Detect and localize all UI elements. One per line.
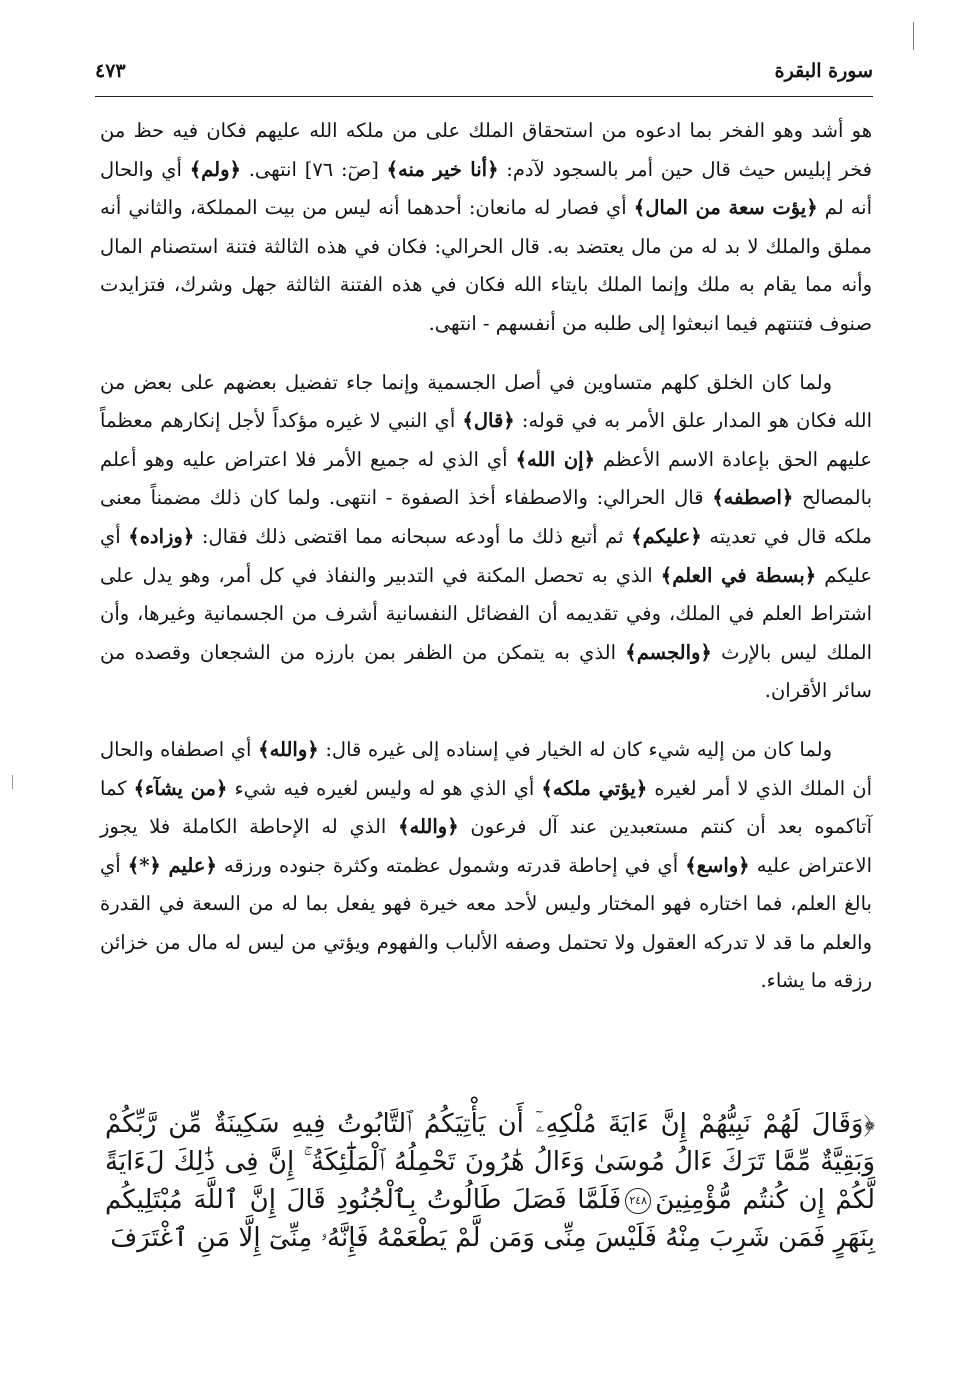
paragraph-1: هو أشد وهو الفخر بما ادعوه من استحقاق الملك على من ملكه الله عليهم فكان فيه حظ من فخر إبليس حيث قال حين أمر بالسجود لآدم: ﴿أنا خير منه﴾ [صٓ: ٧٦] انتهى. ﴿ولم﴾ أي والحال أنه لم ﴿يؤت سعة من المال﴾ أي فصار له مانعان: أحدهما أنه ليس من بيت المملكة، والثاني أنه مملق والملك لا بد له من مال يعتضد به. قال الحرالي: فكان في هذه الثالثة فتنة استصنام المال وأنه مما يقام به ملك وإنما الملك بايتاء الله فكان في هذه الفتنة الثالثة جهل وشرك، فتزايدت صنوف فتنتهم فيما انبعثوا إلى طلبه من أنفسهم - انتهى. bbox=[100, 119, 872, 335]
page-number: ٤٧٣ bbox=[95, 60, 126, 82]
commentary-body bbox=[100, 112, 872, 1001]
page-edge-mark bbox=[913, 22, 914, 50]
ayah-number-marker: ٢٤٨ bbox=[625, 1188, 651, 1214]
margin-mark bbox=[12, 775, 13, 789]
page-header bbox=[95, 58, 873, 92]
surah-title: سورة البقرة bbox=[774, 60, 873, 82]
header-divider bbox=[95, 96, 873, 97]
paragraph-3: ولما كان من إليه شيء كان له الخيار في إسناده إلى غيره قال: ﴿والله﴾ أي اصطفاه والحال أن الملك الذي لا أمر لغيره ﴿يؤتي ملكه﴾ أي الذي هو له وليس لغيره فيه شيء ﴿من يشآء﴾ كما آتاكموه بعد أن كنتم مستعبدين عند آل فرعون ﴿والله﴾ الذي له الإحاطة الكاملة فلا يجوز الاعتراض عليه ﴿واسع﴾ أي في إحاطة قدرته وشمول عظمته وكثرة جنوده ورزقه ﴿عليم ﴿*﴾ أي بالغ العلم، فما اختاره فهو المختار وليس لأحد معه خيرة فهو يفعل بما له من السعة في القدرة والعلم ما قد لا تدركه العقول ولا تحتمل وصفه الألباب والفهوم ويؤتي من ليس له مال من خزائن رزقه ما يشاء. bbox=[100, 737, 873, 993]
paragraph-2: ولما كان الخلق كلهم متساوين في أصل الجسمية وإنما جاء تفضيل بعضهم على بعض من الله فكان هو المدار علق الأمر به في قوله: ﴿قال﴾ أي النبي لا غيره مؤكداً لأجل إنكارهم معظماً عليهم الحق بإعادة الاسم الأعظم ﴿إن الله﴾ أي الذي له جميع الأمر فلا اعتراض عليه وهو أعلم بالمصالح ﴿اصطفه﴾ قال الحرالي: والاصطفاء أخذ الصفوة - انتهى. ولما كان ذلك مضمناً معنى ملكه قال في تعديته ﴿عليكم﴾ ثم أتبع ذلك ما أودعه سبحانه مما اقتضى ذلك فقال: ﴿وزاده﴾ أي عليكم ﴿بسطة في العلم﴾ الذي به تحصل المكنة في التدبير والنفاذ في كل أمر، وهو يدل على اشتراط العلم في الملك، وفي تقديمه أن الفضائل النفسانية أشرف من الجسمانية وغيرها، وأن الملك ليس بالإرث ﴿والجسم﴾ الذي به يتمكن من الظفر بمن بارزه من الشجعان وقصده من سائر الأقران. bbox=[100, 370, 873, 703]
quran-verse-block: ﴿وَقَالَ لَهُمْ نَبِيُّهُمْ إِنَّ ءَايَةَ مُلْكِهِۦٓ أَن يَأْتِيَكُمُ ٱلتَّابُوتُ فِيهِ سَكِينَةٌ مِّن رَّبِّكُمْ وَبَقِيَّةٌ مِّمَّا تَرَكَ ءَالُ مُوسَىٰ وَءَالُ هَٰرُونَ تَحْمِلُهُ ٱلْمَلَٰٓئِكَةُ ۚ إِنَّ فِى ذَٰلِكَ لَءَايَةً لَّكُمْ إِن كُنتُم مُّؤْمِنِينَ٢٤٨فَلَمَّا فَصَلَ طَالُوتُ بِٱلْجُنُودِ قَالَ إِنَّ ٱللَّهَ مُبْتَلِيكُم بِنَهَرٍ فَمَن شَرِبَ مِنْهُ فَلَيْسَ مِنِّى وَمَن لَّمْ يَطْعَمْهُ فَإِنَّهُۥ مِنِّىٓ إِلَّا مَنِ ٱغْتَرَفَ bbox=[105, 1109, 875, 1253]
